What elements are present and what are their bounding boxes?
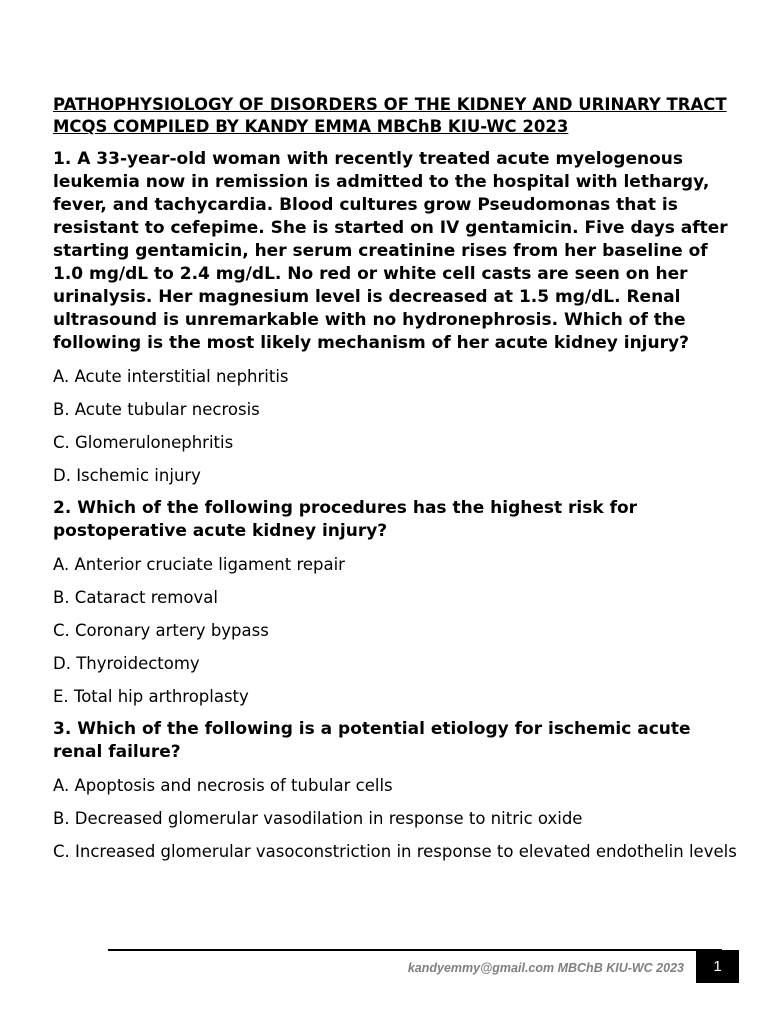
answer-option: C. Glomerulonephritis — [53, 433, 234, 452]
question-text: 3. Which of the following is a potential etiology for ischemic acute renal failure? — [53, 719, 691, 762]
question-list — [53, 148, 743, 873]
answer-option: E. Total hip arthroplasty — [53, 687, 249, 706]
answer-option: C. Increased glomerular vasoconstriction in response to elevated endothelin levels — [53, 842, 737, 861]
question-block — [53, 718, 743, 863]
answer-option: D. Thyroidectomy — [53, 654, 200, 673]
footer-text: kandyemmy@gmail.com MBChB KIU-WC 2023 — [407, 961, 684, 975]
document-title: PATHOPHYSIOLOGY OF DISORDERS OF THE KIDNEY AND URINARY TRACT MCQS COMPILED BY KANDY EMMA MBChB KIU-WC 2023 — [53, 95, 727, 136]
answer-option: A. Apoptosis and necrosis of tubular cells — [53, 776, 393, 795]
question-block — [53, 497, 743, 708]
question-text: 2. Which of the following procedures has the highest risk for postoperative acute kidney injury? — [53, 498, 638, 541]
question-block — [53, 148, 743, 487]
answer-option: B. Acute tubular necrosis — [53, 400, 260, 419]
answer-option: A. Anterior cruciate ligament repair — [53, 555, 345, 574]
page-number: 1 — [696, 950, 739, 983]
answer-option: D. Ischemic injury — [53, 466, 201, 485]
footer-divider — [108, 949, 722, 951]
answer-option: B. Cataract removal — [53, 588, 218, 607]
question-text: 1. A 33-year-old woman with recently treated acute myelogenous leukemia now in remission is admitted to the hospital with lethargy, fever, and tachycardia. Blood cultures grow Pseudomonas that is resistant to cefepime. She is started on IV gentamicin. Five days after starting gentamicin, her serum creatinine rises from her baseline of 1.0 mg/dL to 2.4 mg/dL. No red or white cell casts are seen on her urinalysis. Her magnesium level is decreased at 1.5 mg/dL. Renal ultrasound is unremarkable with no hydronephrosis. Which of the following is the most likely mechanism of her acute kidney injury? — [53, 149, 728, 353]
answer-option: C. Coronary artery bypass — [53, 621, 269, 640]
answer-option: B. Decreased glomerular vasodilation in response to nitric oxide — [53, 809, 583, 828]
answer-option: A. Acute interstitial nephritis — [53, 367, 289, 386]
